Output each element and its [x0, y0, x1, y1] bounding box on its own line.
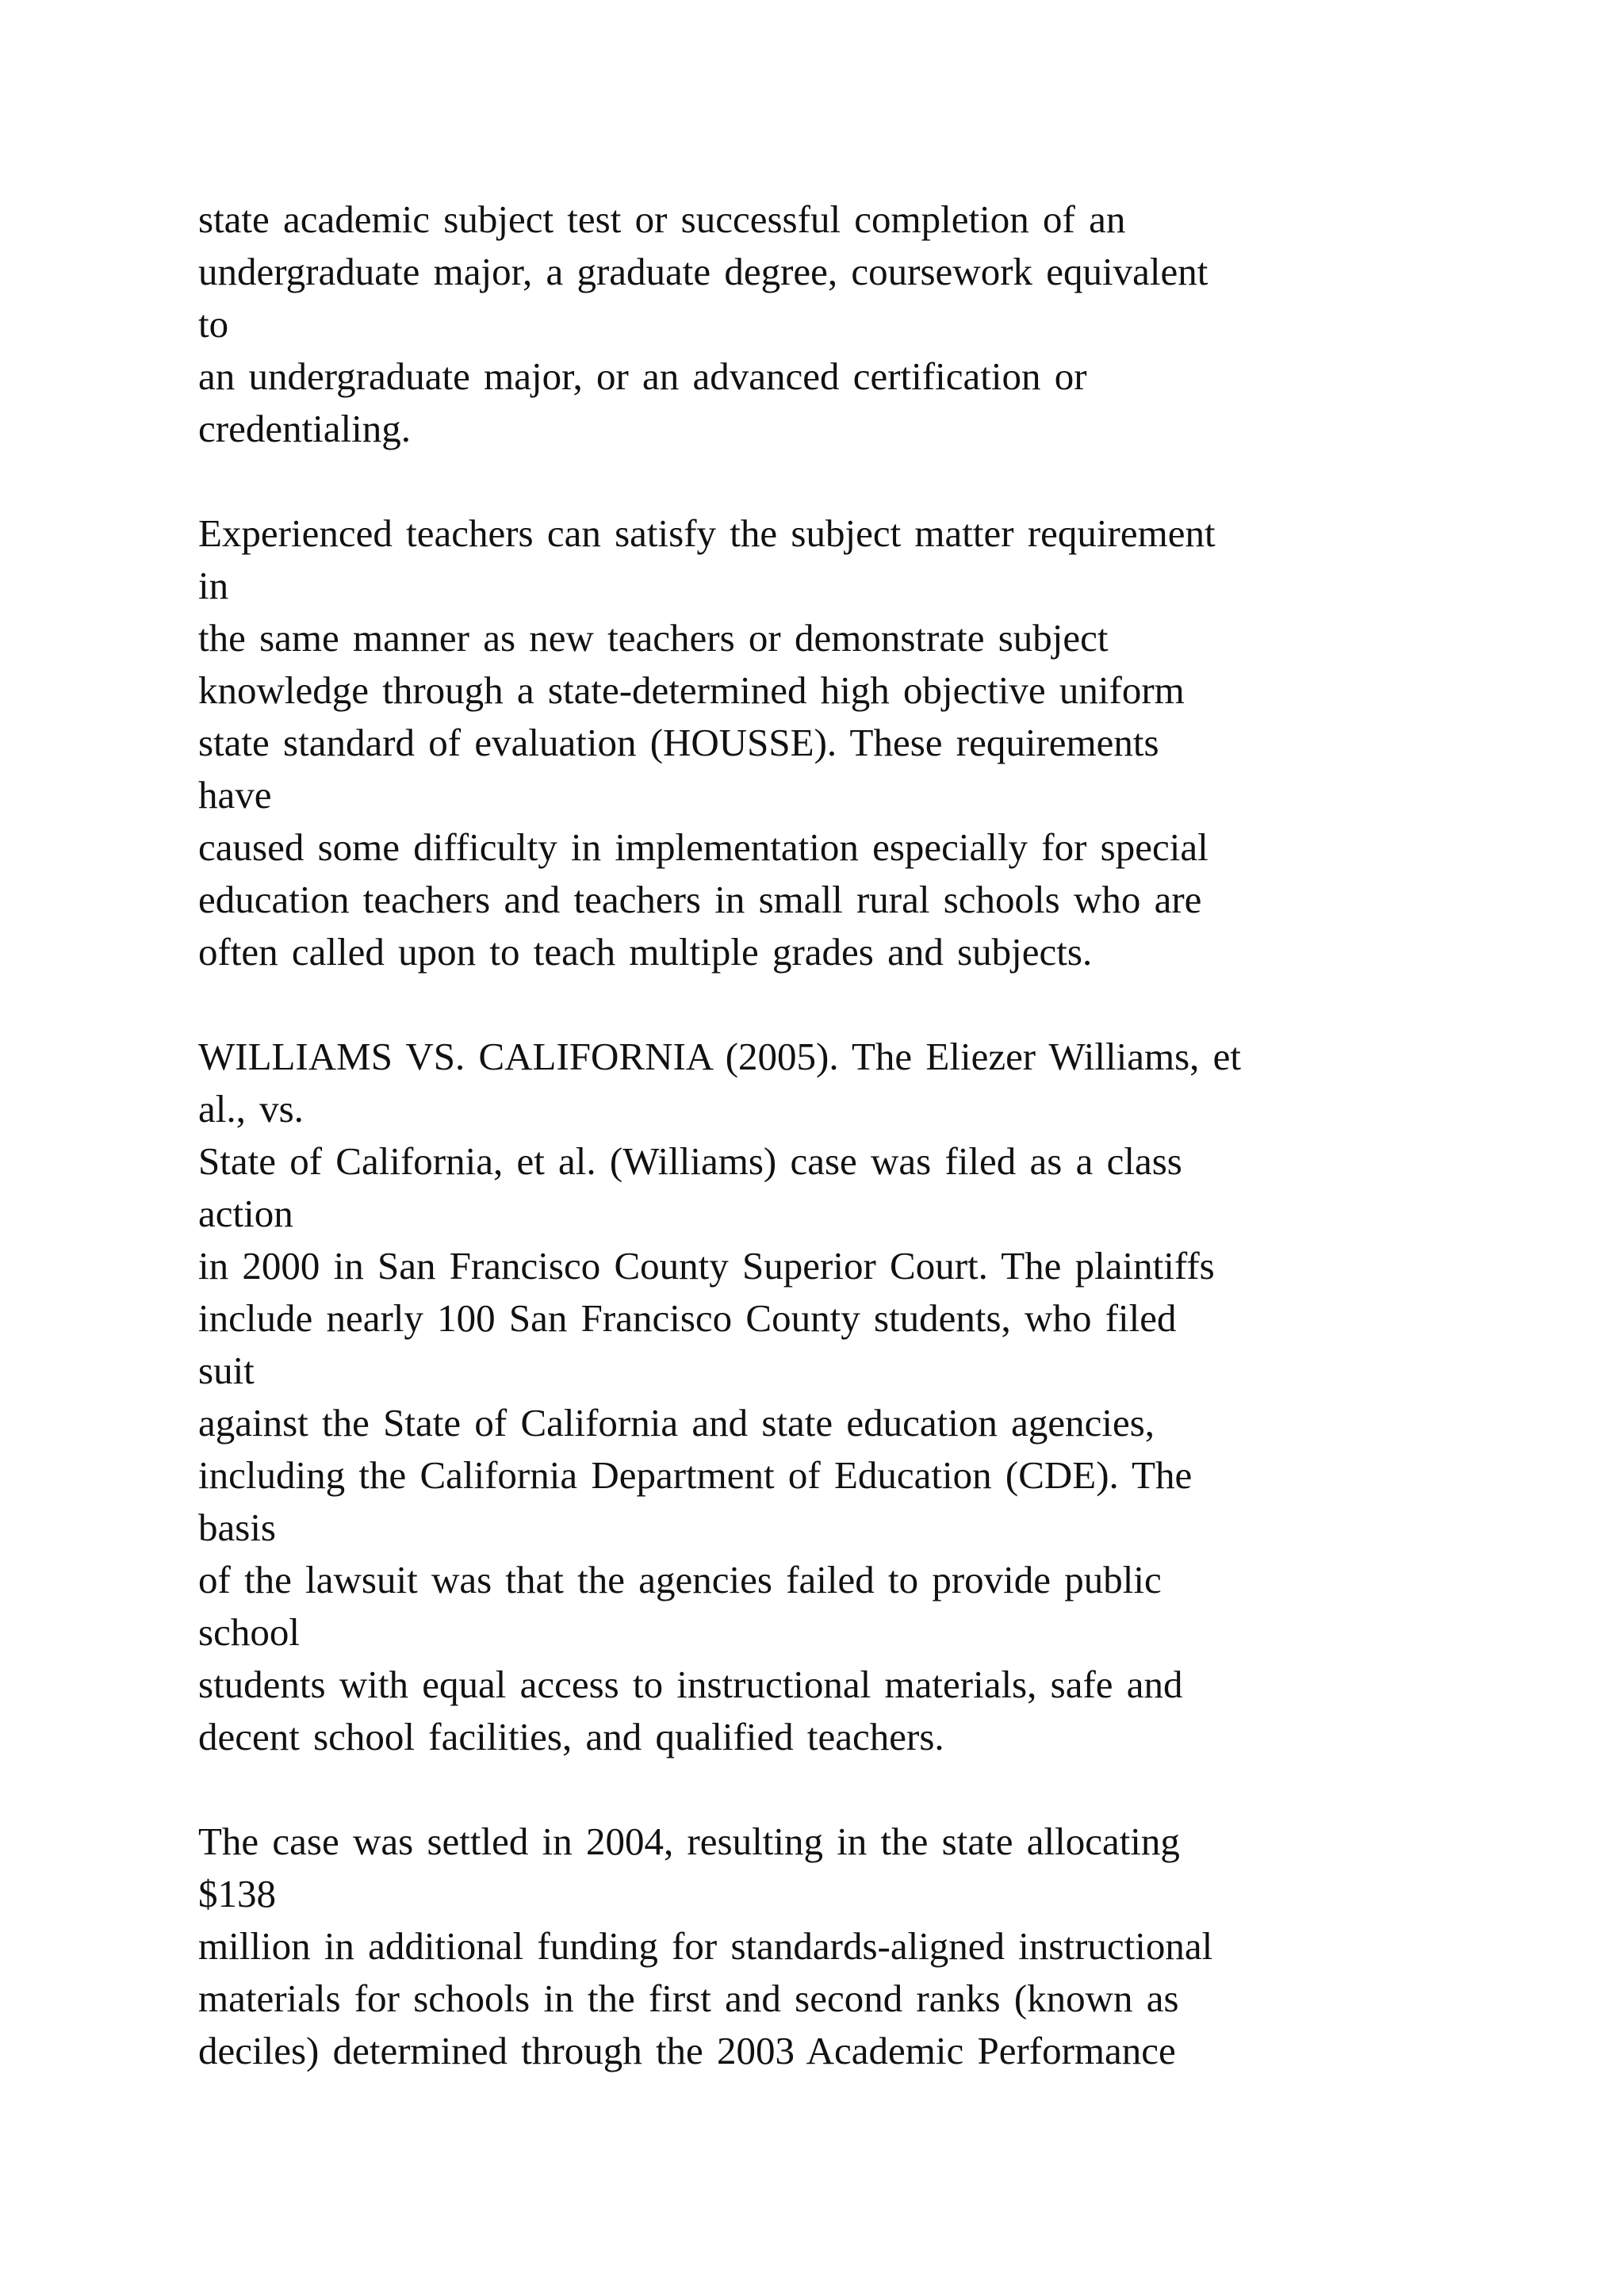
text-line: caused some difficulty in implementation especially for special [198, 825, 1208, 869]
text-line: deciles) determined through the 2003 Academic Performance [198, 2029, 1176, 2072]
document-body [198, 193, 1546, 2077]
text-line: materials for schools in the first and second ranks (known as [198, 1976, 1179, 2020]
text-line: $138 [198, 1872, 276, 1915]
text-line: including the California Department of Education (CDE). The [198, 1453, 1193, 1497]
text-line: the same manner as new teachers or demonstrate subject [198, 616, 1109, 660]
text-line: decent school facilities, and qualified teachers. [198, 1715, 944, 1758]
text-line: include nearly 100 San Francisco County students, who filed [198, 1296, 1177, 1340]
text-line: in [198, 564, 229, 607]
text-line: have [198, 773, 272, 817]
text-line: WILLIAMS VS. CALIFORNIA (2005). The Eliezer Williams, et [198, 1035, 1242, 1078]
text-line: al., vs. [198, 1087, 304, 1131]
text-line: knowledge through a state-determined high objective uniform [198, 668, 1185, 712]
blank-line [198, 1763, 1546, 1816]
text-line: credentialing. [198, 407, 412, 450]
text-line: school [198, 1610, 300, 1654]
text-line: state academic subject test or successful completion of an [198, 197, 1126, 241]
text-line: action [198, 1192, 293, 1235]
text-line: an undergraduate major, or an advanced certification or [198, 354, 1087, 398]
text-line: million in additional funding for standards-aligned instructional [198, 1924, 1213, 1968]
text-line: undergraduate major, a graduate degree, coursework equivalent [198, 250, 1208, 293]
text-line: Experienced teachers can satisfy the subject matter requirement [198, 511, 1216, 555]
text-line: often called upon to teach multiple grades and subjects. [198, 930, 1093, 974]
text-line: to [198, 302, 229, 346]
text-line: students with equal access to instructional materials, safe and [198, 1663, 1183, 1706]
text-line: State of California, et al. (Williams) case was filed as a class [198, 1139, 1182, 1183]
blank-line [198, 455, 1546, 507]
text-line: education teachers and teachers in small rural schools who are [198, 878, 1202, 921]
text-line: of the lawsuit was that the agencies failed to provide public [198, 1558, 1162, 1601]
text-line: basis [198, 1506, 276, 1549]
blank-line [198, 978, 1546, 1031]
text-line: suit [198, 1349, 255, 1392]
text-line: state standard of evaluation (HOUSSE). These requirements [198, 721, 1159, 764]
text-line: against the State of California and state education agencies, [198, 1401, 1155, 1445]
text-line: in 2000 in San Francisco County Superior Court. The plaintiffs [198, 1244, 1215, 1288]
text-line: The case was settled in 2004, resulting in the state allocating [198, 1820, 1180, 1863]
